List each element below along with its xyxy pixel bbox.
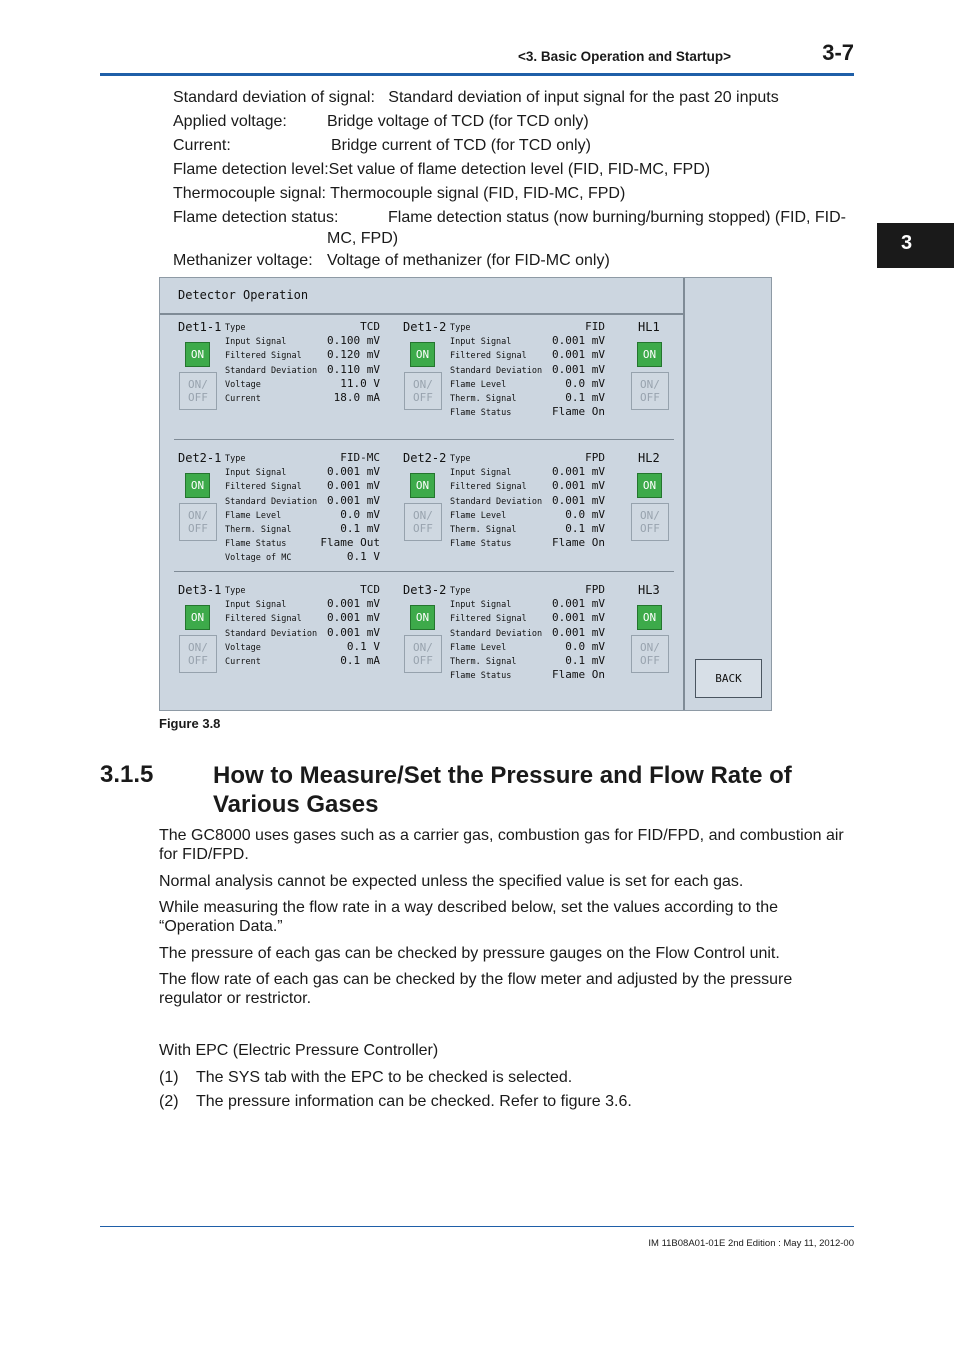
heater-name: HL2: [638, 451, 660, 465]
param-value: 0.1 mV: [340, 522, 380, 535]
step-text: The SYS tab with the EPC to be checked is selected.: [196, 1069, 573, 1086]
paragraph-line: for FID/FPD.: [159, 846, 249, 863]
param-label: Filtered Signal: [450, 614, 527, 625]
heater-on-indicator[interactable]: [637, 342, 662, 367]
paragraph: The pressure of each gas can be checked by pressure gauges on the Flow Control unit.: [159, 945, 780, 962]
heater-name: HL3: [638, 583, 660, 597]
onoff-label: ON/ OFF: [413, 378, 433, 404]
param-value: Flame On: [552, 536, 605, 550]
back-button[interactable]: [695, 659, 762, 698]
chapter-tab: [877, 223, 954, 268]
screen-title-rule: [160, 313, 683, 315]
detector-name: Det1-2: [403, 320, 447, 334]
param-value: 0.0 mV: [340, 507, 380, 521]
step-text: The pressure information can be checked. Refer to figure 3.6.: [196, 1093, 632, 1110]
param-label: Therm. Signal: [225, 525, 292, 535]
definition-desc-cont: MC, FPD): [327, 230, 399, 247]
onoff-label: ON/ OFF: [640, 378, 660, 404]
param-label: Input Signal: [225, 468, 287, 479]
param-value: 0.001 mV: [552, 597, 605, 611]
on-label: ON: [642, 348, 657, 361]
detector-onoff-button[interactable]: [404, 503, 442, 541]
on-label: ON: [190, 348, 205, 361]
param-value: 0.1 V: [346, 639, 380, 653]
definition-desc: Bridge current of TCD (for TCD only): [331, 137, 591, 154]
param-value: 0.001 mV: [552, 493, 605, 507]
param-value: 0.001 mV: [327, 597, 380, 611]
param-value: 0.1 mV: [565, 522, 605, 535]
definition-desc: Bridge voltage of TCD (for TCD only): [327, 113, 589, 130]
param-label: Standard Deviation: [450, 628, 543, 639]
definition-item: [173, 250, 863, 271]
param-label: Flame Status: [450, 408, 512, 419]
param-value: 0.100 mV: [327, 334, 380, 348]
onoff-label: ON/ OFF: [413, 641, 433, 667]
param-label: Flame Status: [225, 539, 287, 550]
param-label: Type: [450, 454, 471, 464]
heater-onoff-button[interactable]: [631, 503, 669, 541]
detector-onoff-button[interactable]: [404, 635, 442, 673]
param-label: Filtered Signal: [225, 351, 302, 362]
param-label: Type: [225, 454, 246, 464]
param-label: Therm. Signal: [450, 394, 517, 404]
detector-onoff-button[interactable]: [179, 635, 217, 673]
definition-item: [173, 87, 863, 108]
footer-text: IM 11B08A01-01E 2nd Edition : May 11, 2012-00: [648, 1238, 854, 1249]
param-value: TCD: [360, 583, 380, 596]
paragraph: With EPC (Electric Pressure Controller): [159, 1042, 439, 1059]
definition-item: [173, 135, 863, 156]
param-label: Type: [450, 586, 471, 596]
param-value: 0.0 mV: [565, 507, 605, 521]
param-label: Standard Deviation: [450, 365, 543, 376]
definition-term: Thermocouple signal:: [173, 185, 326, 202]
param-value: Flame On: [552, 405, 605, 419]
header-rule: [100, 73, 854, 76]
paragraph: [159, 970, 859, 1008]
heater-block: [630, 451, 680, 571]
definition-term: Applied voltage:: [173, 113, 287, 130]
detector-name: Det1-1: [178, 320, 222, 334]
definition-item: [173, 159, 863, 180]
heater-name: HL1: [638, 320, 660, 334]
param-label: Filtered Signal: [450, 351, 527, 362]
param-label: Filtered Signal: [450, 482, 527, 493]
param-value: 0.0 mV: [565, 376, 605, 390]
param-label: Flame Level: [450, 510, 507, 521]
detector-block: [403, 451, 623, 571]
param-value: 0.001 mV: [552, 334, 605, 348]
param-value: 11.0 V: [340, 376, 380, 390]
param-value: FPD: [585, 583, 605, 596]
param-label: Standard Deviation: [225, 628, 318, 639]
heater-onoff-button[interactable]: [631, 372, 669, 410]
definition-desc: Voltage of methanizer (for FID-MC only): [327, 252, 610, 269]
param-value: 0.001 mV: [552, 348, 605, 362]
param-label: Type: [225, 323, 246, 333]
step-number: (1): [159, 1069, 179, 1086]
page-number: 3-7: [822, 40, 854, 65]
param-label: Standard Deviation: [225, 365, 318, 376]
param-label: Current: [225, 657, 261, 667]
param-label: Standard Deviation: [450, 496, 543, 507]
onoff-label: ON/ OFF: [188, 509, 208, 535]
detector-name: Det3-2: [403, 583, 447, 597]
param-label: Flame Level: [225, 510, 282, 521]
param-label: Filtered Signal: [225, 614, 302, 625]
param-value: 0.1 mV: [565, 654, 605, 667]
paragraph: [159, 826, 859, 864]
param-value: 0.001 mV: [327, 479, 380, 493]
on-label: ON: [642, 479, 657, 492]
param-value: 0.1 V: [346, 550, 380, 564]
param-label: Flame Status: [450, 671, 512, 682]
param-label: Input Signal: [450, 337, 512, 348]
onoff-label: ON/ OFF: [640, 641, 660, 667]
on-label: ON: [190, 479, 205, 492]
detector-block: [178, 451, 398, 571]
onoff-label: ON/ OFF: [413, 509, 433, 535]
paragraph-line: “Operation Data.”: [159, 918, 283, 935]
detector-on-indicator[interactable]: [410, 473, 435, 498]
detector-onoff-button[interactable]: [179, 372, 217, 410]
param-value: 0.001 mV: [552, 465, 605, 479]
on-label: ON: [642, 611, 657, 624]
detector-block: [178, 583, 398, 703]
section-title: [213, 761, 853, 819]
definition-term: Flame detection status:: [173, 209, 339, 226]
param-label: Input Signal: [450, 600, 512, 611]
param-value: 0.001 mV: [327, 625, 380, 639]
param-label: Flame Status: [450, 539, 512, 550]
detector-on-indicator[interactable]: [185, 473, 210, 498]
param-value: 18.0 mA: [333, 391, 380, 404]
definition-item: [173, 111, 863, 132]
back-button-label: BACK: [715, 672, 742, 685]
on-label: ON: [415, 479, 430, 492]
section-title-line: How to Measure/Set the Pressure and Flow Rate of: [213, 762, 792, 789]
param-label: Flame Level: [450, 379, 507, 390]
detector-on-indicator[interactable]: [185, 605, 210, 630]
param-value: 0.001 mV: [327, 493, 380, 507]
definition-term: Current:: [173, 137, 231, 154]
heater-onoff-button[interactable]: [631, 635, 669, 673]
definition-desc: Thermocouple signal (FID, FID-MC, FPD): [330, 185, 626, 202]
param-value: 0.001 mV: [552, 611, 605, 625]
row-divider: [174, 571, 674, 572]
on-label: ON: [190, 611, 205, 624]
detector-name: Det3-1: [178, 583, 222, 597]
param-label: Therm. Signal: [450, 657, 517, 667]
definition-list: [173, 87, 863, 274]
definition-item: [173, 207, 863, 228]
param-value: 0.1 mA: [340, 654, 380, 667]
screen-title: Detector Operation: [178, 288, 309, 302]
param-value: 0.001 mV: [552, 625, 605, 639]
section-title-line: Various Gases: [213, 791, 379, 818]
detector-block: [403, 583, 623, 703]
param-label: Voltage: [225, 642, 261, 653]
detector-block: [178, 320, 398, 440]
param-value: FID-MC: [340, 451, 380, 464]
param-value: 0.001 mV: [552, 362, 605, 376]
on-label: ON: [415, 348, 430, 361]
param-value: TCD: [360, 320, 380, 333]
paragraph-line: While measuring the flow rate in a way described below, set the values according to the: [159, 899, 778, 916]
param-value: 0.120 mV: [327, 348, 380, 362]
footer-rule: [100, 1226, 854, 1227]
definition-desc: Set value of flame detection level (FID, FID-MC, FPD): [328, 161, 711, 178]
param-label: Input Signal: [450, 468, 512, 479]
onoff-label: ON/ OFF: [640, 509, 660, 535]
on-label: ON: [415, 611, 430, 624]
paragraph-line: The GC8000 uses gases such as a carrier gas, combustion gas for FID/FPD, and combustion air: [159, 827, 844, 844]
heater-on-indicator[interactable]: [637, 605, 662, 630]
detector-operation-screen: [159, 277, 772, 711]
detector-name: Det2-1: [178, 451, 222, 465]
definition-term: Methanizer voltage:: [173, 252, 313, 269]
param-value: FPD: [585, 451, 605, 464]
detector-onoff-button[interactable]: [404, 372, 442, 410]
detector-block: [403, 320, 623, 440]
paragraph: Normal analysis cannot be expected unless the specified value is set for each gas.: [159, 873, 744, 890]
param-label: Voltage: [225, 379, 261, 390]
param-label: Flame Level: [450, 642, 507, 653]
paragraph-line: regulator or restrictor.: [159, 990, 312, 1007]
param-label: Type: [450, 323, 471, 333]
heater-block: [630, 583, 680, 703]
screen-main-area: [160, 278, 685, 710]
param-value: 0.001 mV: [327, 611, 380, 625]
onoff-label: ON/ OFF: [188, 641, 208, 667]
definition-desc: Standard deviation of input signal for the past 20 inputs: [388, 89, 779, 106]
detector-on-indicator[interactable]: [410, 605, 435, 630]
param-label: Voltage of MC: [225, 553, 292, 564]
param-label: Input Signal: [225, 600, 287, 611]
param-value: 0.001 mV: [552, 479, 605, 493]
param-label: Therm. Signal: [450, 525, 517, 535]
param-value: Flame On: [552, 668, 605, 682]
detector-on-indicator[interactable]: [185, 342, 210, 367]
definition-term: Flame detection level:: [173, 161, 329, 178]
paragraph-line: The flow rate of each gas can be checked by the flow meter and adjusted by the pressure: [159, 971, 793, 988]
param-value: Flame Out: [320, 536, 380, 550]
step-number: (2): [159, 1093, 179, 1110]
param-label: Filtered Signal: [225, 482, 302, 493]
param-label: Type: [225, 586, 246, 596]
heater-on-indicator[interactable]: [637, 473, 662, 498]
param-label: Current: [225, 394, 261, 404]
running-header: <3. Basic Operation and Startup>: [517, 49, 731, 64]
param-value: 0.110 mV: [327, 362, 380, 376]
paragraph: [159, 898, 859, 936]
param-value: 0.1 mV: [565, 391, 605, 404]
detector-name: Det2-2: [403, 451, 447, 465]
definition-item-cont: [173, 228, 863, 249]
heater-block: [630, 320, 680, 440]
onoff-label: ON/ OFF: [188, 378, 208, 404]
chapter-tab-label: 3: [901, 232, 913, 254]
param-value: 0.001 mV: [327, 465, 380, 479]
definition-term: Standard deviation of signal:: [173, 89, 375, 106]
param-value: 0.0 mV: [565, 639, 605, 653]
definition-item: [173, 183, 863, 204]
param-label: Standard Deviation: [225, 496, 318, 507]
figure-caption: Figure 3.8: [159, 716, 221, 731]
param-label: Input Signal: [225, 337, 287, 348]
detector-onoff-button[interactable]: [179, 503, 217, 541]
param-value: FID: [585, 320, 605, 333]
section-number: 3.1.5: [100, 761, 154, 788]
definition-desc: Flame detection status (now burning/burning stopped) (FID, FID-: [388, 209, 846, 226]
detector-on-indicator[interactable]: [410, 342, 435, 367]
